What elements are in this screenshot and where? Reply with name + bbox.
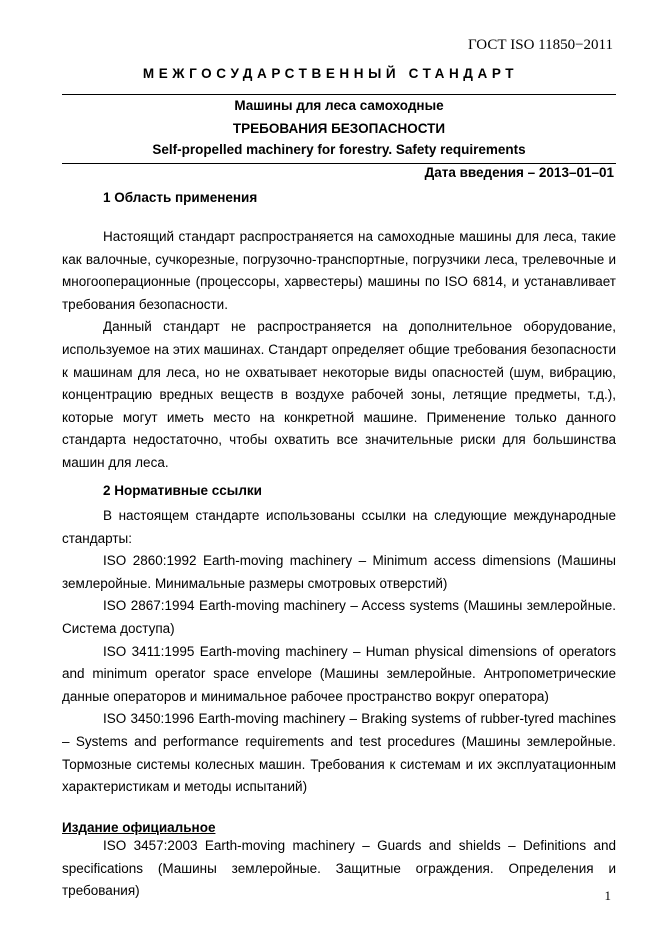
standard-type-title: МЕЖГОСУДАРСТВЕННЫЙ СТАНДАРТ <box>142 66 519 81</box>
section-1-paragraph-1: Настоящий стандарт распространяется на самоходные машины для леса, такие как валочные, сучкорезные, погрузочно-транспортные, погрузчики леса, трелевочные и многооперационные (процессоры, харвестеры) машины по ISO 6814, и устанавливает требования безопасности. <box>62 229 616 312</box>
reference-iso-3457: ISO 3457:2003 Earth-moving machinery – Guards and shields – Definitions and specifications (Машины землеройные. Защитные ограждения. Определения и требования) <box>62 838 616 899</box>
document-code: ГОСТ ISO 11850−2011 <box>468 37 613 53</box>
title-bottom-rule <box>62 163 616 164</box>
section-2-continued <box>62 835 616 903</box>
section-1-body <box>62 226 616 475</box>
section-2-body <box>62 505 616 799</box>
reference-iso-2860: ISO 2860:1992 Earth-moving machinery – Minimum access dimensions (Машины землеройные. Минимальные размеры смотровых отверстий) <box>62 553 616 591</box>
introduction-date: Дата введения – 2013–01–01 <box>424 165 614 180</box>
reference-iso-2867: ISO 2867:1994 Earth-moving machinery – Access systems (Машины землеройные. Система доступа) <box>62 598 616 636</box>
title-ru-subtitle: ТРЕБОВАНИЯ БЕЗОПАСНОСТИ <box>232 121 446 136</box>
official-edition-note: Издание официальное <box>62 820 216 835</box>
top-rule <box>62 94 616 95</box>
section-1-heading: 1 Область применения <box>103 190 258 205</box>
section-2-heading: 2 Нормативные ссылки <box>103 483 262 498</box>
page-number: 1 <box>604 888 611 903</box>
section-1-paragraph-2: Данный стандарт не распространяется на дополнительное оборудование, используемое на этих машинах. Стандарт определяет общие требования безопасности к машинам для леса, но не охватывает некоторые виды опасностей (шум, вибрацию, концентрацию вредных веществ в воздухе рабочей зоны, летящие предметы, т.д.), которые могут иметь место на конкретной машине. Применение только данного стандарта недостаточно, чтобы охватить все значительные риски для большинства машин для леса. <box>62 319 616 470</box>
reference-iso-3450: ISO 3450:1996 Earth-moving machinery – Braking systems of rubber-tyred machines – Systems and performance requirements and test procedures (Машины землеройные. Тормозные системы колесных машин. Требования к системам и их эксплуатационным характеристикам и методы испытаний) <box>62 711 616 795</box>
reference-iso-3411: ISO 3411:1995 Earth-moving machinery – Human physical dimensions of operators and minimum operator space envelope (Машины землеройные. Антропометрические данные операторов и минимальное рабочее пространство вокруг оператора) <box>62 643 616 704</box>
section-2-intro: В настоящем стандарте использованы ссылки на следующие международные стандарты: <box>62 508 616 546</box>
title-ru: Машины для леса самоходные <box>234 98 444 113</box>
title-en: Self-propelled machinery for forestry. Safety requirements <box>152 142 526 157</box>
